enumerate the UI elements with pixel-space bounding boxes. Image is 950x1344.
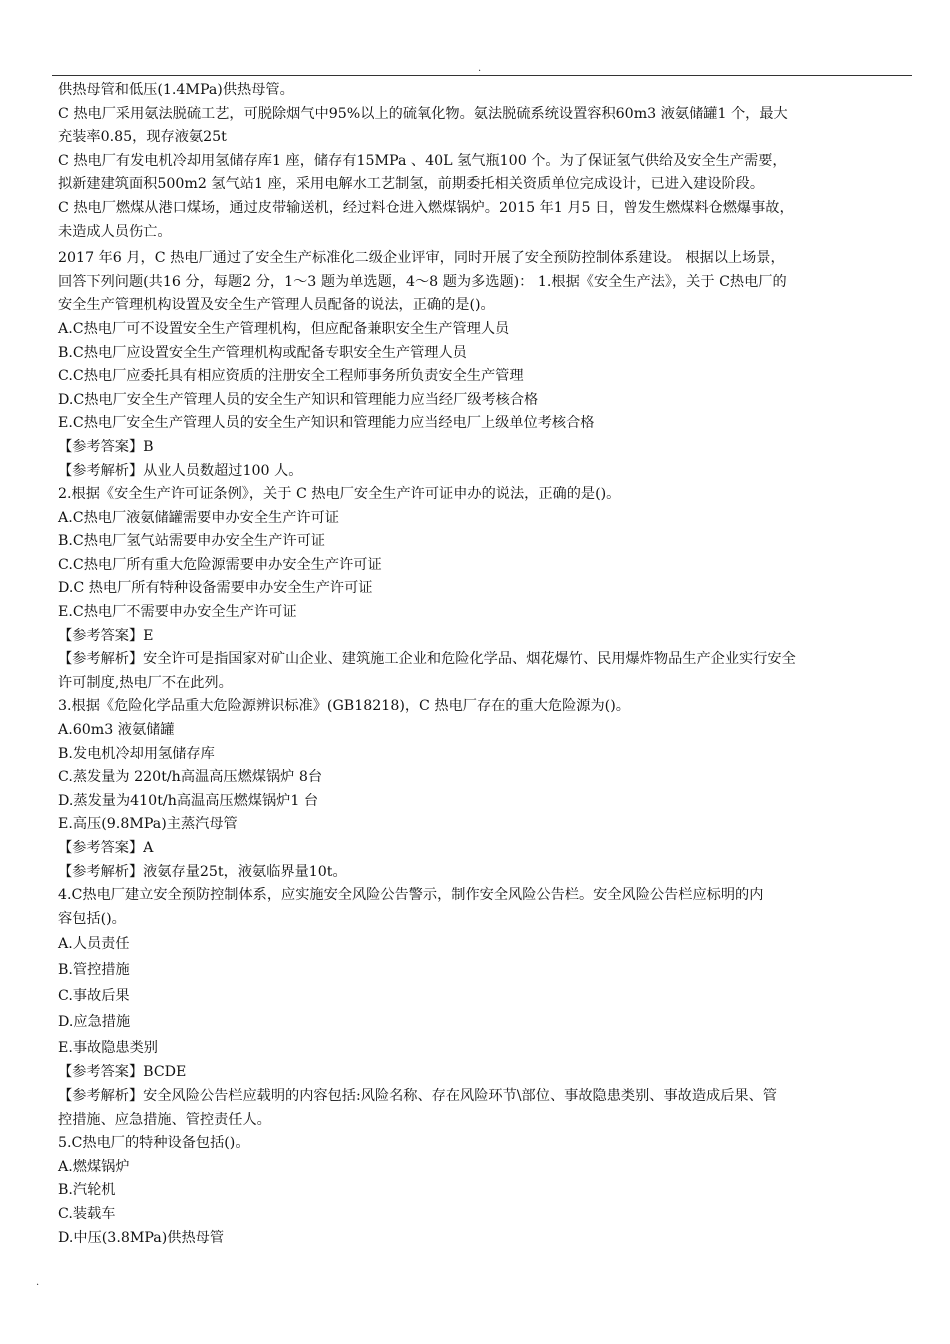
reference-analysis: 许可制度,热电厂不在此列。 [58,674,233,691]
question-stem: 容包括()。 [58,910,126,927]
option-a: A.C热电厂可不设置安全生产管理机构，但应配备兼职安全生产管理人员 [58,320,510,337]
reference-analysis: 【参考解析】安全风险公告栏应载明的内容包括:风险名称、存在风险环节\部位、事故隐患类别、事故造成后果、管 [58,1087,777,1104]
scenario-line: 2017 年6 月，C 热电厂通过了安全生产标准化二级企业评审，同时开展了安全预防控制体系建设。 根据以上场景， [58,250,785,267]
question-stem: 3.根据《危险化学品重大危险源辨识标准》(GB18218)，C 热电厂存在的重大危险源为()。 [58,698,630,715]
scenario-section [58,247,910,318]
option-c: C.装载车 [58,1205,116,1222]
intro-line: C 热电厂燃煤从港口煤场，通过皮带输送机，经过料仓进入燃煤锅炉。2015 年1 月5 日，曾发生燃煤料仓燃爆事故， [58,199,794,216]
intro-line: 拟新建建筑面积500m2 氢气站1 座，采用电解水工艺制氢，前期委托相关资质单位完成设计，已进入建设阶段。 [58,176,765,193]
option-d: D.C 热电厂所有特种设备需要申办安全生产许可证 [58,580,373,597]
option-c: C.蒸发量为 220t/h高温高压燃煤锅炉 8台 [58,769,323,786]
question-stem: 5.C热电厂的特种设备包括()。 [58,1135,250,1152]
intro-section [58,79,910,244]
question-3 [58,695,910,884]
header-dot: . [478,63,482,74]
reference-answer: 【参考答案】A [58,840,154,856]
question-stem: 2.根据《安全生产许可证条例》，关于 C 热电厂安全生产许可证申办的说法，正确的是()。 [58,486,621,503]
option-e: E.高压(9.8MPa)主蒸汽母管 [58,816,238,833]
intro-line: 供热母管和低压(1.4MPa)供热母管。 [58,82,294,98]
option-a: A.人员责任 [58,936,130,953]
option-b: B.管控措施 [58,962,130,979]
option-d: D.中压(3.8MPa)供热母管 [58,1229,225,1246]
option-a: A.燃煤锅炉 [58,1158,130,1175]
reference-answer: 【参考答案】B [58,438,154,455]
reference-answer: 【参考答案】E [58,627,154,644]
question-5 [58,1132,910,1250]
option-b: B.汽轮机 [58,1182,116,1199]
intro-line: 未造成人员伤亡。 [58,223,172,240]
option-b: B.发电机冷却用氢储存库 [58,745,215,762]
question-4 [58,884,910,1132]
option-d: D.应急措施 [58,1014,131,1031]
option-b: B.C热电厂应设置安全生产管理机构或配备专职安全生产管理人员 [58,344,467,361]
question-stem: 4.C热电厂建立安全预防控制体系，应实施安全风险公告警示，制作安全风险公告栏。安全风险公告栏应标明的内 [58,887,764,904]
intro-line: C 热电厂采用氨法脱硫工艺，可脱除烟气中95%以上的硫氧化物。氨法脱硫系统设置容积60m3 液氨储罐1 个，最大 [58,105,788,122]
intro-line: 充装率0.85，现存液氨25t [58,129,227,146]
option-c: C.C热电厂所有重大危险源需要申办安全生产许可证 [58,556,382,573]
option-c: C.事故后果 [58,988,130,1005]
option-e: E.C热电厂不需要申办安全生产许可证 [58,604,297,621]
option-e: E.C热电厂安全生产管理人员的安全生产知识和管理能力应当经电厂上级单位考核合格 [58,415,595,432]
option-d: D.蒸发量为410t/h高温高压燃煤锅炉1 台 [58,792,319,809]
document-body [58,79,910,1250]
option-e: E.事故隐患类别 [58,1040,158,1057]
reference-analysis: 【参考解析】液氨存量25t，液氨临界量10t。 [58,863,347,880]
reference-analysis: 【参考解析】安全许可是指国家对矿山企业、建筑施工企业和危险化学品、烟花爆竹、民用爆炸物品生产企业实行安全 [58,651,796,668]
option-a: A.60m3 液氨储罐 [58,722,175,739]
option-a: A.C热电厂液氨储罐需要申办安全生产许可证 [58,509,339,526]
question-2 [58,483,910,695]
reference-answer: 【参考答案】BCDE [58,1064,187,1081]
footer-dot: . [36,1277,40,1288]
header-rule [52,75,912,76]
reference-analysis: 【参考解析】从业人员数超过100 人。 [58,462,303,479]
question-1 [58,318,910,483]
option-d: D.C热电厂安全生产管理人员的安全生产知识和管理能力应当经厂级考核合格 [58,391,539,408]
reference-analysis: 控措施、应急措施、管控责任人。 [58,1111,271,1128]
scenario-line: 安全生产管理机构设置及安全生产管理人员配备的说法，正确的是()。 [58,297,495,314]
option-c: C.C热电厂应委托具有相应资质的注册安全工程师事务所负责安全生产管理 [58,368,524,385]
scenario-line: 回答下列问题(共16 分，每题2 分，1～3 题为单选题，4～8 题为多选题)： 1.根据《安全生产法》，关于 C热电厂的 [58,273,787,290]
option-b: B.C热电厂氢气站需要申办安全生产许可证 [58,533,325,550]
intro-line: C 热电厂有发电机冷却用氢储存库1 座，储存有15MPa 、40L 氢气瓶100 个。为了保证氢气供给及安全生产需要， [58,152,787,169]
